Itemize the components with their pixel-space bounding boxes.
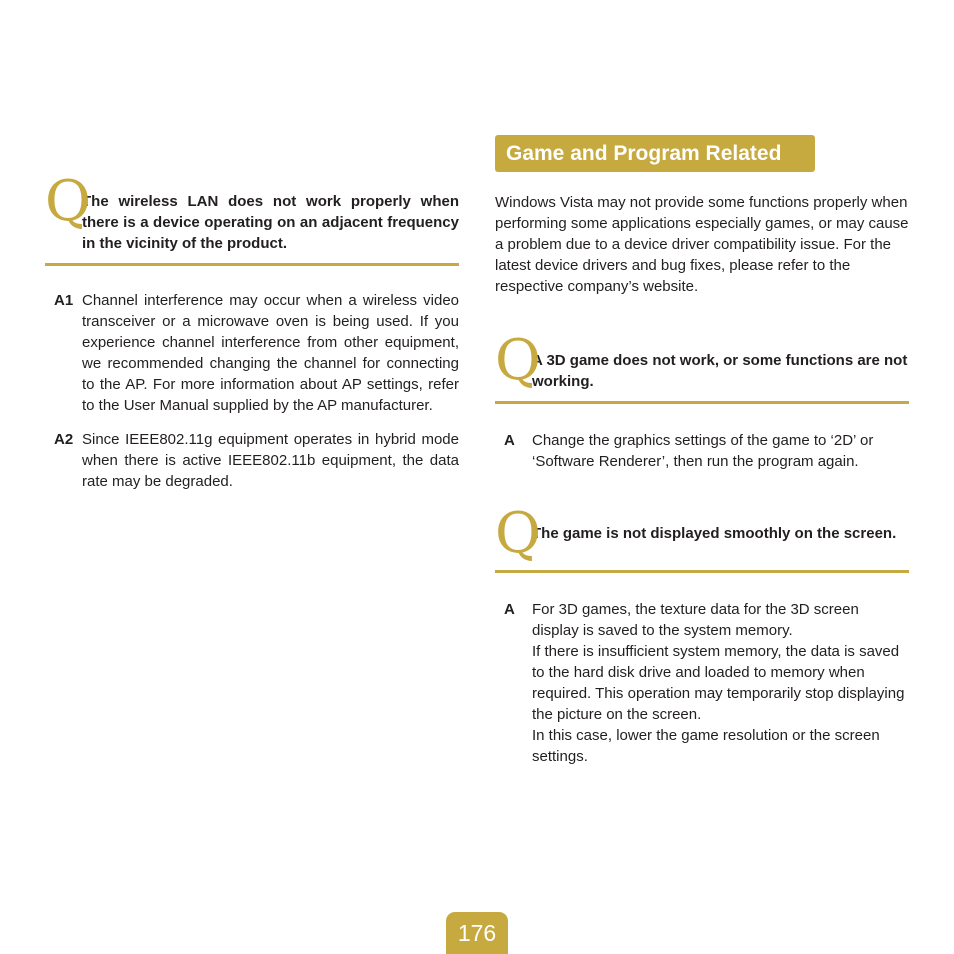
answer-text: Change the graphics settings of the game to ‘2D’ or ‘Software Renderer’, then run the program again. — [532, 432, 874, 470]
answer-label: A1 — [54, 292, 74, 309]
q-letter-icon: Q — [45, 169, 91, 234]
answer-3d-game — [495, 430, 909, 472]
question-text: The wireless LAN does not work properly when there is a device operating on an adjacent frequency in the vicinity of the product. — [82, 193, 459, 252]
section-title: Game and Program Related — [495, 135, 815, 172]
answer-text: Since IEEE802.11g equipment operates in hybrid mode when there is active IEEE802.11b equipment, the data rate may be degraded. — [82, 431, 459, 490]
answer-paragraph: In this case, lower the game resolution or the screen settings. — [532, 727, 880, 765]
answer-paragraph: For 3D games, the texture data for the 3D screen display is saved to the system memory. — [532, 601, 859, 639]
right-column — [495, 135, 909, 767]
question-3d-game — [495, 328, 909, 404]
answer-label: A — [504, 601, 515, 618]
intro-paragraph: Windows Vista may not provide some functions properly when performing some applications especially games, or may cause a problem due to a device driver compatibility issue. For the latest device drivers and bug fixes, please refer to the respective company’s website. — [495, 194, 909, 295]
question-game-smooth — [495, 501, 909, 573]
q-letter-icon: Q — [495, 328, 541, 393]
answer-a1 — [45, 290, 459, 416]
answer-label: A — [504, 432, 515, 449]
question-text: The game is not displayed smoothly on the screen. — [532, 525, 897, 542]
question-wireless-lan — [45, 169, 459, 266]
page-number: 176 — [446, 912, 508, 954]
answer-text: Channel interference may occur when a wireless video transceiver or a microwave oven is being used. If you experience channel interference from other equipment, we recommended changing the channel for connecting to the AP. For more information about AP settings, refer to the User Manual supplied by the AP manufacturer. — [82, 292, 459, 414]
q-letter-icon: Q — [495, 501, 541, 566]
answer-paragraph: If there is insufficient system memory, the data is saved to the hard disk drive and loaded to memory when required. This operation may temporarily stop displaying the picture on the screen. — [532, 643, 905, 723]
left-column — [45, 169, 459, 492]
answer-label: A2 — [54, 431, 74, 448]
answer-game-smooth — [495, 599, 909, 767]
question-text: A 3D game does not work, or some functions are not working. — [532, 352, 908, 390]
answer-a2 — [45, 429, 459, 492]
